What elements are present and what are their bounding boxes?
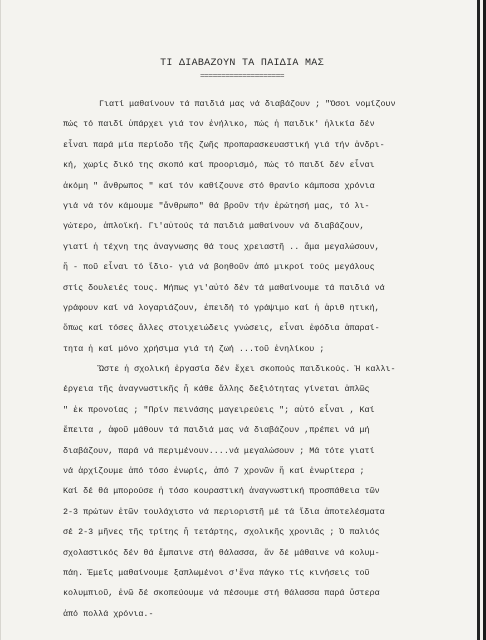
text-line: πάη. Ἐμεῖς μαθαίνουμε ξαπλωμένοι σ'ἕνα πάγκο τίς κινήσεις τοῦ [63, 567, 370, 578]
text-line: ἔπειτα , ἀφοῦ μάθουν τά παιδιά μας νά διαβάζουν ,πρέπει νά μή [63, 425, 370, 436]
text-line: πώς τό παιδί ὑπάρχει γιά τον ἐνήλικο, πώς ἡ παιδικ' ἡλικία δέν [63, 119, 375, 130]
text-line: έργεια τῆς ἀναγνωστικῆς ἤ κάθε ἄλλης δεξιότητας γίνεται ἀπλῶς [63, 384, 370, 395]
text-line: διαβάζουν, παρά νά περιμένουν....νά μεγαλώσουν ; Μά τότε γιατί [63, 445, 375, 456]
document-body [63, 94, 468, 624]
text-line: γιατί ἡ τέχνη της ἀναγνωσης θά τους χρειαστῆ .. ἄμα μεγαλώσουν, [63, 241, 380, 252]
document-title: ΤΙ ΔΙΑΒΑΖΟΥΝ ΤΑ ΠΑΙΔΙΑ ΜΑΣ [160, 58, 324, 69]
text-line: σχολαστικός δέν θά ἔμπαινε στή θάλασσα, ἄν δέ μάθαινε νά κολυμ- [63, 547, 380, 558]
text-line: στίς δουλειές τους. Μήπως γι'αὐτό δέν τά μαθαίνουμε τά παιδιά νά [63, 282, 385, 293]
text-line: κή, χωρίς δικό της σκοπό καί προορισμό, πώς τό παιδί δέν εἶναι [63, 160, 375, 171]
text-line: 2-3 πρώτων ἐτῶν τουλάχιστο νά περιοριστῆ μέ τά ἴδια ἀποτελέσματα [63, 506, 385, 517]
text-line: ἤ - ποῦ εἶναι τό ἴδιο- γιά νά βοηθοῦν ἀπό μικροί τούς μεγάλους [63, 262, 375, 273]
text-line: Καί δέ θά μπορούσε ἡ τόσο κουραστική ἀναγνωστική προσπάθεια τῶν [63, 486, 380, 497]
text-line: γράφουν καί νά λογαριάζουν, ἐπειδή τό γράψιμο καί ἡ ἀριθ ητική, [63, 302, 380, 313]
page-edge-shadow [477, 0, 480, 640]
text-line: ὅπως καί τόσες ἄλλες στοιχειώδεις γνώσεις, εἶναι ἐφόδια ἀπαραί- [63, 323, 380, 334]
text-line: " ἐκ προνοίας ; "Πρίν πεινάσης μαγειρεύεις "; αὐτό εἶναι , Καί [63, 404, 375, 415]
title-underline: ==================== [199, 72, 285, 81]
text-line: σέ 2-3 μῆνες τῆς τρίτης ἤ τετάρτης, σχολικῆς χρονιᾶς ; Ὁ παλιός [63, 527, 380, 538]
text-line: Γιατί μαθαίνουν τά παιδιά μας νά διαβάζουν ; "Όσοι νομίζουν [99, 99, 396, 109]
text-line: νά ἀρχίζουμε ἀπό τόσο ἐνωρίς, ἀπό 7 χρονῶν ἤ καί ἐνωρίτερα ; [63, 466, 365, 477]
text-line: Ὥστε ἡ σχολική ἐργασία δέν ἔχει σκοπούς παιδικούς. Ἡ καλλι- [99, 364, 396, 375]
text-line: γώτερο, ἀπλοϊκή. Γι'αὐτούς τά παιδιά μαθαίνουν νά διαβάζουν, [63, 221, 365, 232]
text-line: κολυμπιοῦ, ἐνῶ δέ σκοπεύουμε νά πέσουμε στή θάλασσα παρά ὕστερα [63, 588, 380, 599]
text-line: γιά νά τόν κάμουμε "ἄνθρωπο" θά βροῦν τήν ἐρώτησή μας, τό λι- [63, 200, 370, 211]
text-line: ἀκόμη " ἄνθρωπος " καί τόν καθίζουνε στό θρανίο κάμποσα χρόνια [63, 180, 375, 191]
text-line: τητα ἡ καί μόνο χρήσιμα γιά τή ζωή ...τοῦ ἐνηλίκου ; [63, 343, 325, 354]
text-line: ἀπό πολλά χρόνια.- [63, 608, 154, 619]
text-line: εἶναι παρά μία περίοδο τῆς ζωῆς προπαρασκευαστική γιά τήν ἀνδρι- [63, 139, 385, 150]
